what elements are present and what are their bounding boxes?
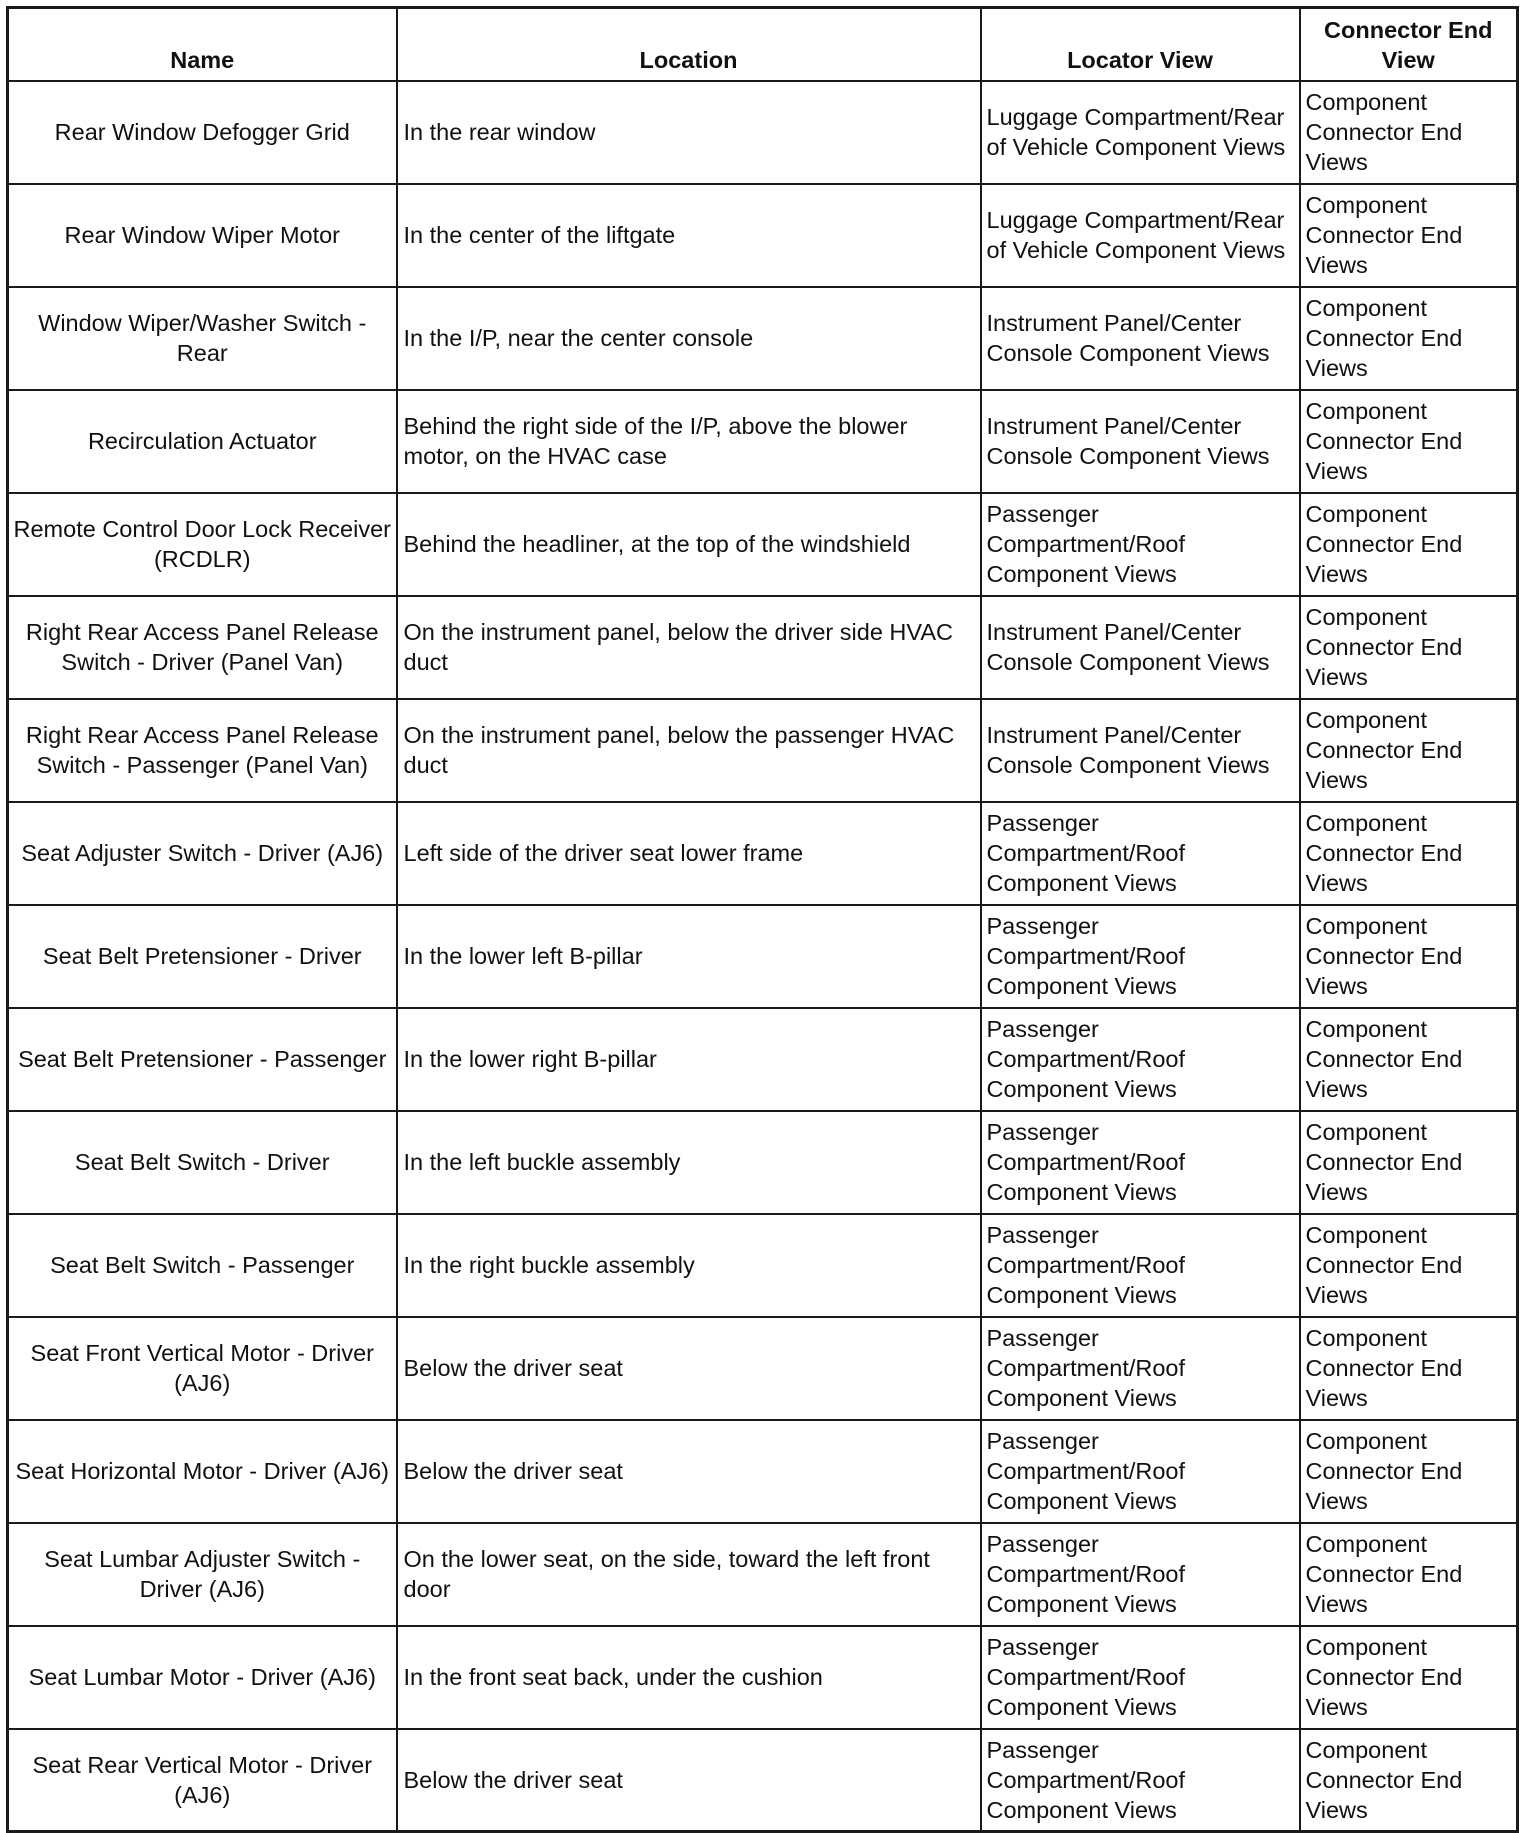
cell-locator-view: Passenger Compartment/Roof Component Views: [981, 1111, 1300, 1214]
table-row: [8, 596, 1518, 699]
cell-name: Seat Adjuster Switch - Driver (AJ6): [8, 802, 397, 905]
table-row: [8, 1420, 1518, 1523]
cell-connector-end-view: Component Connector End Views: [1300, 1523, 1518, 1626]
cell-name: Seat Rear Vertical Motor - Driver (AJ6): [8, 1729, 397, 1832]
header-locator-view: Locator View: [981, 8, 1300, 81]
cell-name: Seat Belt Switch - Driver: [8, 1111, 397, 1214]
cell-location: In the front seat back, under the cushion: [397, 1626, 981, 1729]
cell-locator-view: Instrument Panel/Center Console Component Views: [981, 390, 1300, 493]
cell-connector-end-view: Component Connector End Views: [1300, 81, 1518, 184]
cell-connector-end-view: Component Connector End Views: [1300, 390, 1518, 493]
cell-locator-view: Passenger Compartment/Roof Component Views: [981, 1626, 1300, 1729]
cell-location: Below the driver seat: [397, 1420, 981, 1523]
cell-connector-end-view: Component Connector End Views: [1300, 905, 1518, 1008]
table-row: [8, 905, 1518, 1008]
cell-location: On the instrument panel, below the driver side HVAC duct: [397, 596, 981, 699]
cell-locator-view: Passenger Compartment/Roof Component Views: [981, 493, 1300, 596]
cell-location: On the lower seat, on the side, toward the left front door: [397, 1523, 981, 1626]
table-row: [8, 81, 1518, 184]
table-row: [8, 1111, 1518, 1214]
table-row: [8, 390, 1518, 493]
cell-location: On the instrument panel, below the passenger HVAC duct: [397, 699, 981, 802]
component-locator-table: [6, 6, 1519, 1833]
cell-connector-end-view: Component Connector End Views: [1300, 1626, 1518, 1729]
table-row: [8, 1626, 1518, 1729]
cell-connector-end-view: Component Connector End Views: [1300, 1214, 1518, 1317]
cell-location: In the left buckle assembly: [397, 1111, 981, 1214]
cell-locator-view: Passenger Compartment/Roof Component Views: [981, 1008, 1300, 1111]
header-location: Location: [397, 8, 981, 81]
cell-location: In the right buckle assembly: [397, 1214, 981, 1317]
cell-name: Seat Belt Pretensioner - Passenger: [8, 1008, 397, 1111]
table-row: [8, 699, 1518, 802]
cell-connector-end-view: Component Connector End Views: [1300, 596, 1518, 699]
table-body: [8, 81, 1518, 1832]
cell-location: In the lower left B-pillar: [397, 905, 981, 1008]
header-row: [8, 8, 1518, 81]
cell-location: Behind the right side of the I/P, above the blower motor, on the HVAC case: [397, 390, 981, 493]
cell-location: In the lower right B-pillar: [397, 1008, 981, 1111]
cell-locator-view: Instrument Panel/Center Console Component Views: [981, 699, 1300, 802]
cell-locator-view: Passenger Compartment/Roof Component Views: [981, 1214, 1300, 1317]
cell-locator-view: Luggage Compartment/Rear of Vehicle Component Views: [981, 184, 1300, 287]
table-row: [8, 493, 1518, 596]
table-row: [8, 1729, 1518, 1832]
cell-locator-view: Instrument Panel/Center Console Component Views: [981, 287, 1300, 390]
cell-location: Behind the headliner, at the top of the windshield: [397, 493, 981, 596]
cell-location: Left side of the driver seat lower frame: [397, 802, 981, 905]
cell-connector-end-view: Component Connector End Views: [1300, 1420, 1518, 1523]
cell-connector-end-view: Component Connector End Views: [1300, 802, 1518, 905]
table-header: [8, 8, 1518, 81]
cell-name: Seat Lumbar Motor - Driver (AJ6): [8, 1626, 397, 1729]
cell-connector-end-view: Component Connector End Views: [1300, 1111, 1518, 1214]
table-row: [8, 1523, 1518, 1626]
cell-locator-view: Passenger Compartment/Roof Component Views: [981, 1523, 1300, 1626]
cell-name: Seat Horizontal Motor - Driver (AJ6): [8, 1420, 397, 1523]
table-row: [8, 184, 1518, 287]
cell-locator-view: Passenger Compartment/Roof Component Views: [981, 905, 1300, 1008]
cell-locator-view: Passenger Compartment/Roof Component Views: [981, 802, 1300, 905]
cell-name: Rear Window Wiper Motor: [8, 184, 397, 287]
cell-connector-end-view: Component Connector End Views: [1300, 1317, 1518, 1420]
cell-name: Recirculation Actuator: [8, 390, 397, 493]
cell-locator-view: Passenger Compartment/Roof Component Views: [981, 1420, 1300, 1523]
cell-location: In the I/P, near the center console: [397, 287, 981, 390]
cell-locator-view: Passenger Compartment/Roof Component Views: [981, 1729, 1300, 1832]
cell-name: Window Wiper/Washer Switch - Rear: [8, 287, 397, 390]
table-row: [8, 287, 1518, 390]
cell-location: In the center of the liftgate: [397, 184, 981, 287]
cell-connector-end-view: Component Connector End Views: [1300, 699, 1518, 802]
cell-name: Seat Lumbar Adjuster Switch - Driver (AJ6): [8, 1523, 397, 1626]
header-connector-end-view: Connector End View: [1300, 8, 1518, 81]
table-row: [8, 1317, 1518, 1420]
table-row: [8, 1214, 1518, 1317]
cell-connector-end-view: Component Connector End Views: [1300, 1008, 1518, 1111]
cell-name: Rear Window Defogger Grid: [8, 81, 397, 184]
cell-name: Seat Belt Switch - Passenger: [8, 1214, 397, 1317]
cell-locator-view: Luggage Compartment/Rear of Vehicle Component Views: [981, 81, 1300, 184]
cell-connector-end-view: Component Connector End Views: [1300, 184, 1518, 287]
cell-connector-end-view: Component Connector End Views: [1300, 1729, 1518, 1832]
header-name: Name: [8, 8, 397, 81]
cell-name: Right Rear Access Panel Release Switch - Passenger (Panel Van): [8, 699, 397, 802]
cell-locator-view: Passenger Compartment/Roof Component Views: [981, 1317, 1300, 1420]
cell-name: Seat Belt Pretensioner - Driver: [8, 905, 397, 1008]
cell-name: Remote Control Door Lock Receiver (RCDLR): [8, 493, 397, 596]
table-row: [8, 1008, 1518, 1111]
cell-location: Below the driver seat: [397, 1317, 981, 1420]
cell-location: Below the driver seat: [397, 1729, 981, 1832]
cell-location: In the rear window: [397, 81, 981, 184]
table-row: [8, 802, 1518, 905]
cell-name: Right Rear Access Panel Release Switch - Driver (Panel Van): [8, 596, 397, 699]
cell-name: Seat Front Vertical Motor - Driver (AJ6): [8, 1317, 397, 1420]
cell-connector-end-view: Component Connector End Views: [1300, 287, 1518, 390]
cell-connector-end-view: Component Connector End Views: [1300, 493, 1518, 596]
cell-locator-view: Instrument Panel/Center Console Component Views: [981, 596, 1300, 699]
